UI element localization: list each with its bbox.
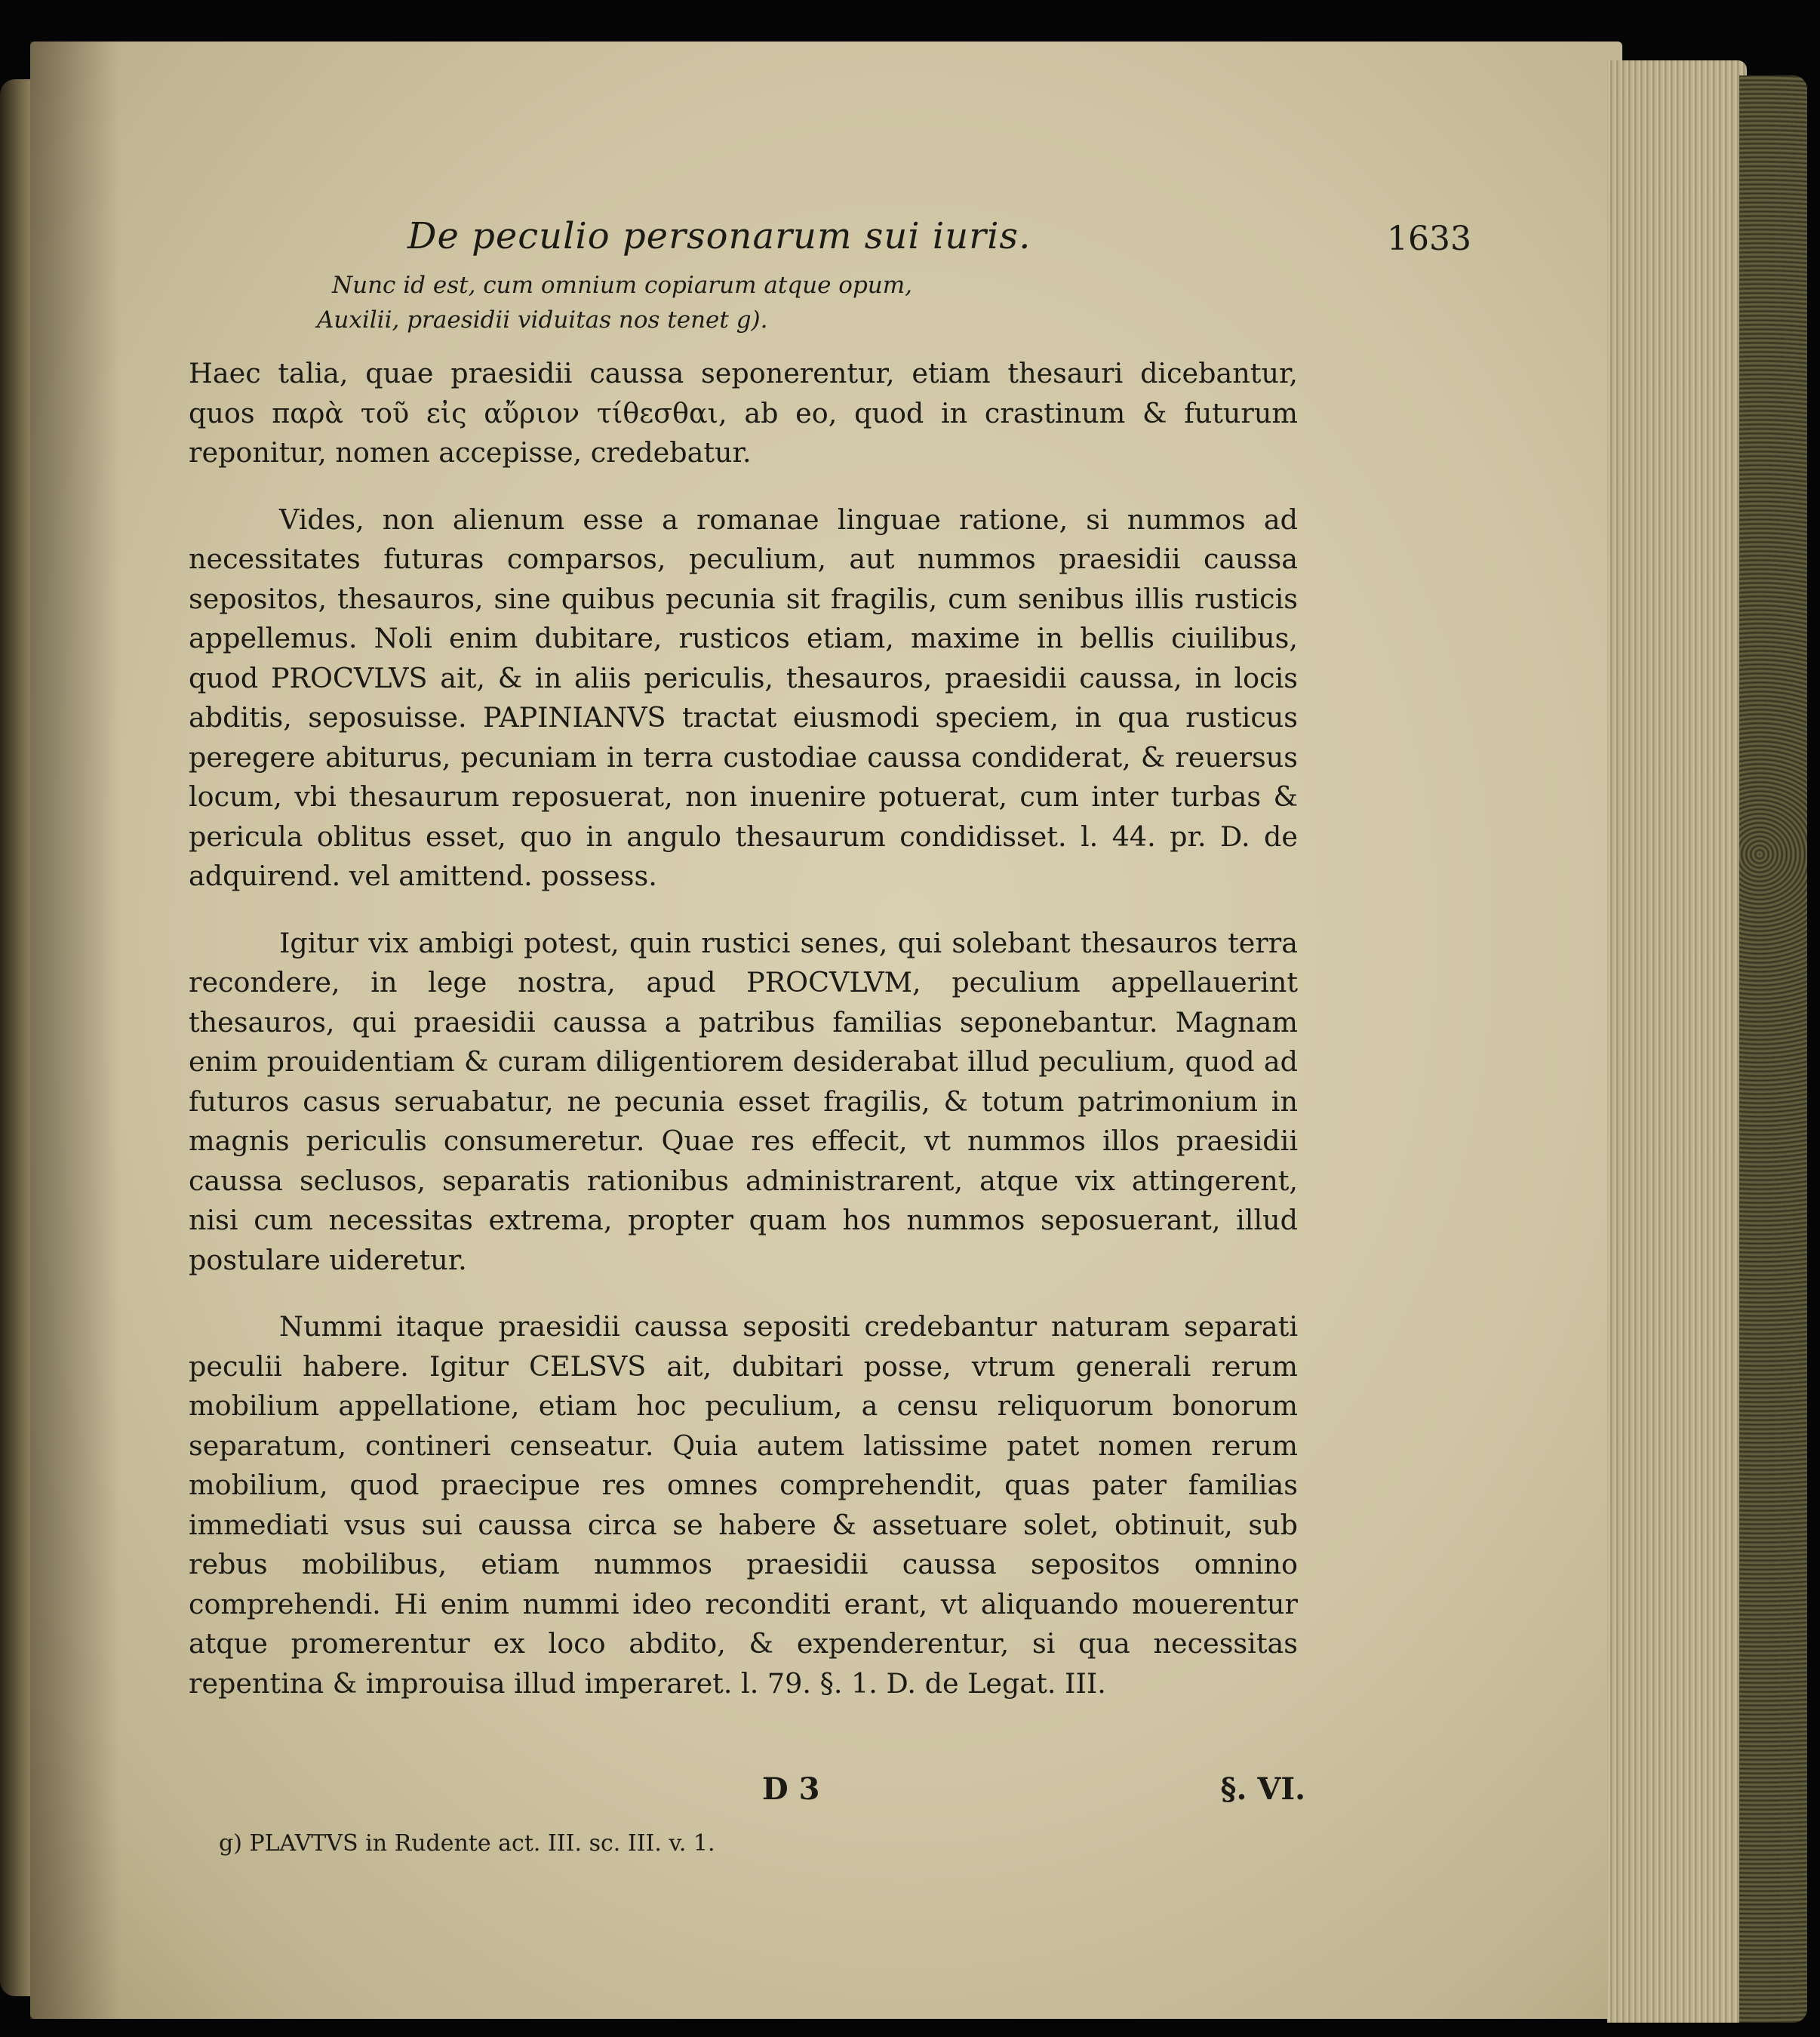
signature-mark: D 3 <box>762 1771 820 1807</box>
running-head: De peculio personarum sui iuris. <box>407 215 1031 257</box>
paragraph: Nummi itaque praesidii caussa sepositi credebantur naturam separati peculii habere. Igitur CELSVS ait, dubitari posse, vtrum generali rerum mobilium appellatione, etiam hoc peculium, a censu reliquorum bonorum separatum, contineri censeatur. Quia autem latissime patet nomen rerum mobilium, quod praecipue res omnes comprehendit, quas pater familias immediati vsus sui caussa circa se habere & assetuare solet, obtinuit, sub rebus mobilibus, etiam nummos praesidii caussa sepositos omnino comprehendi. Hi enim nummi ideo reconditi erant, vt aliquando mouerentur atque promerentur ex loco abdito, & expenderentur, si qua necessitas repentina & improuisa illud imperaret. l. 79. §. 1. D. de Legat. III. <box>189 1310 1298 1700</box>
footnote: g) PLAVTVS in Rudente act. III. sc. III. v. 1. <box>219 1830 715 1857</box>
page-text-block <box>189 215 1471 1817</box>
verse-quote <box>189 268 1298 337</box>
page-edges <box>1607 60 1747 2023</box>
book-cover-edge <box>1739 75 1807 2023</box>
page-number: 1633 <box>1387 220 1471 258</box>
paragraph: Haec talia, quae praesidii caussa seponerentur, etiam thesauri dicebantur, quos παρὰ τοῦ εἰς αὔριον τίθεσθαι, ab eo, quod in crastinum & futurum reponitur, nomen accepisse, credebatur. <box>189 357 1298 469</box>
page-footer-row <box>189 1771 1305 1817</box>
page-gutter-shadow <box>30 42 121 2019</box>
page-header <box>407 215 1471 268</box>
verse-line: Auxilii, praesidii viduitas nos tenet g). <box>317 306 768 334</box>
catchword: §. VI. <box>1220 1771 1305 1807</box>
paragraph: Vides, non alienum esse a romanae linguae ratione, si nummos ad necessitates futuras comparsos, peculium, aut nummos praesidii caussa sepositos, thesauros, sine quibus pecunia sit fragilis, cum senibus illis rusticis appellemus. Noli enim dubitare, rusticos etiam, maxime in bellis ciuilibus, quod PROCVLVS ait, & in aliis periculis, thesauros, praesidii caussa, in locis abditis, seposuisse. PAPINIANVS tractat eiusmodi speciem, in qua rusticus peregere abiturus, pecuniam in terra custodiae caussa condiderat, & reuersus locum, vbi thesaurum reposuerat, non inuenire potuerat, cum inter turbas & pericula oblitus esset, quo in angulo thesaurum condidisset. l. 44. pr. D. de adquirend. vel amittend. possess. <box>189 503 1298 892</box>
verse-line: Nunc id est, cum omnium copiarum atque opum, <box>332 272 913 299</box>
paragraph: Igitur vix ambigi potest, quin rustici senes, qui solebant thesauros terra recondere, in lege nostra, apud PROCVLVM, peculium appellauerint thesauros, qui praesidii caussa a patribus familias seponebantur. Magnam enim prouidentiam & curam diligentiorem desiderabat illud peculium, quod ad futuros casus seruabatur, ne pecunia esset fragilis, & totum patrimonium in magnis periculis consumeretur. Quae res effecit, vt nummos illos praesidii caussa seclusos, separatis rationibus administrarent, atque vix attingerent, nisi cum necessitas extrema, propter quam hos nummos seposuerant, illud postulare uideretur. <box>189 926 1298 1276</box>
